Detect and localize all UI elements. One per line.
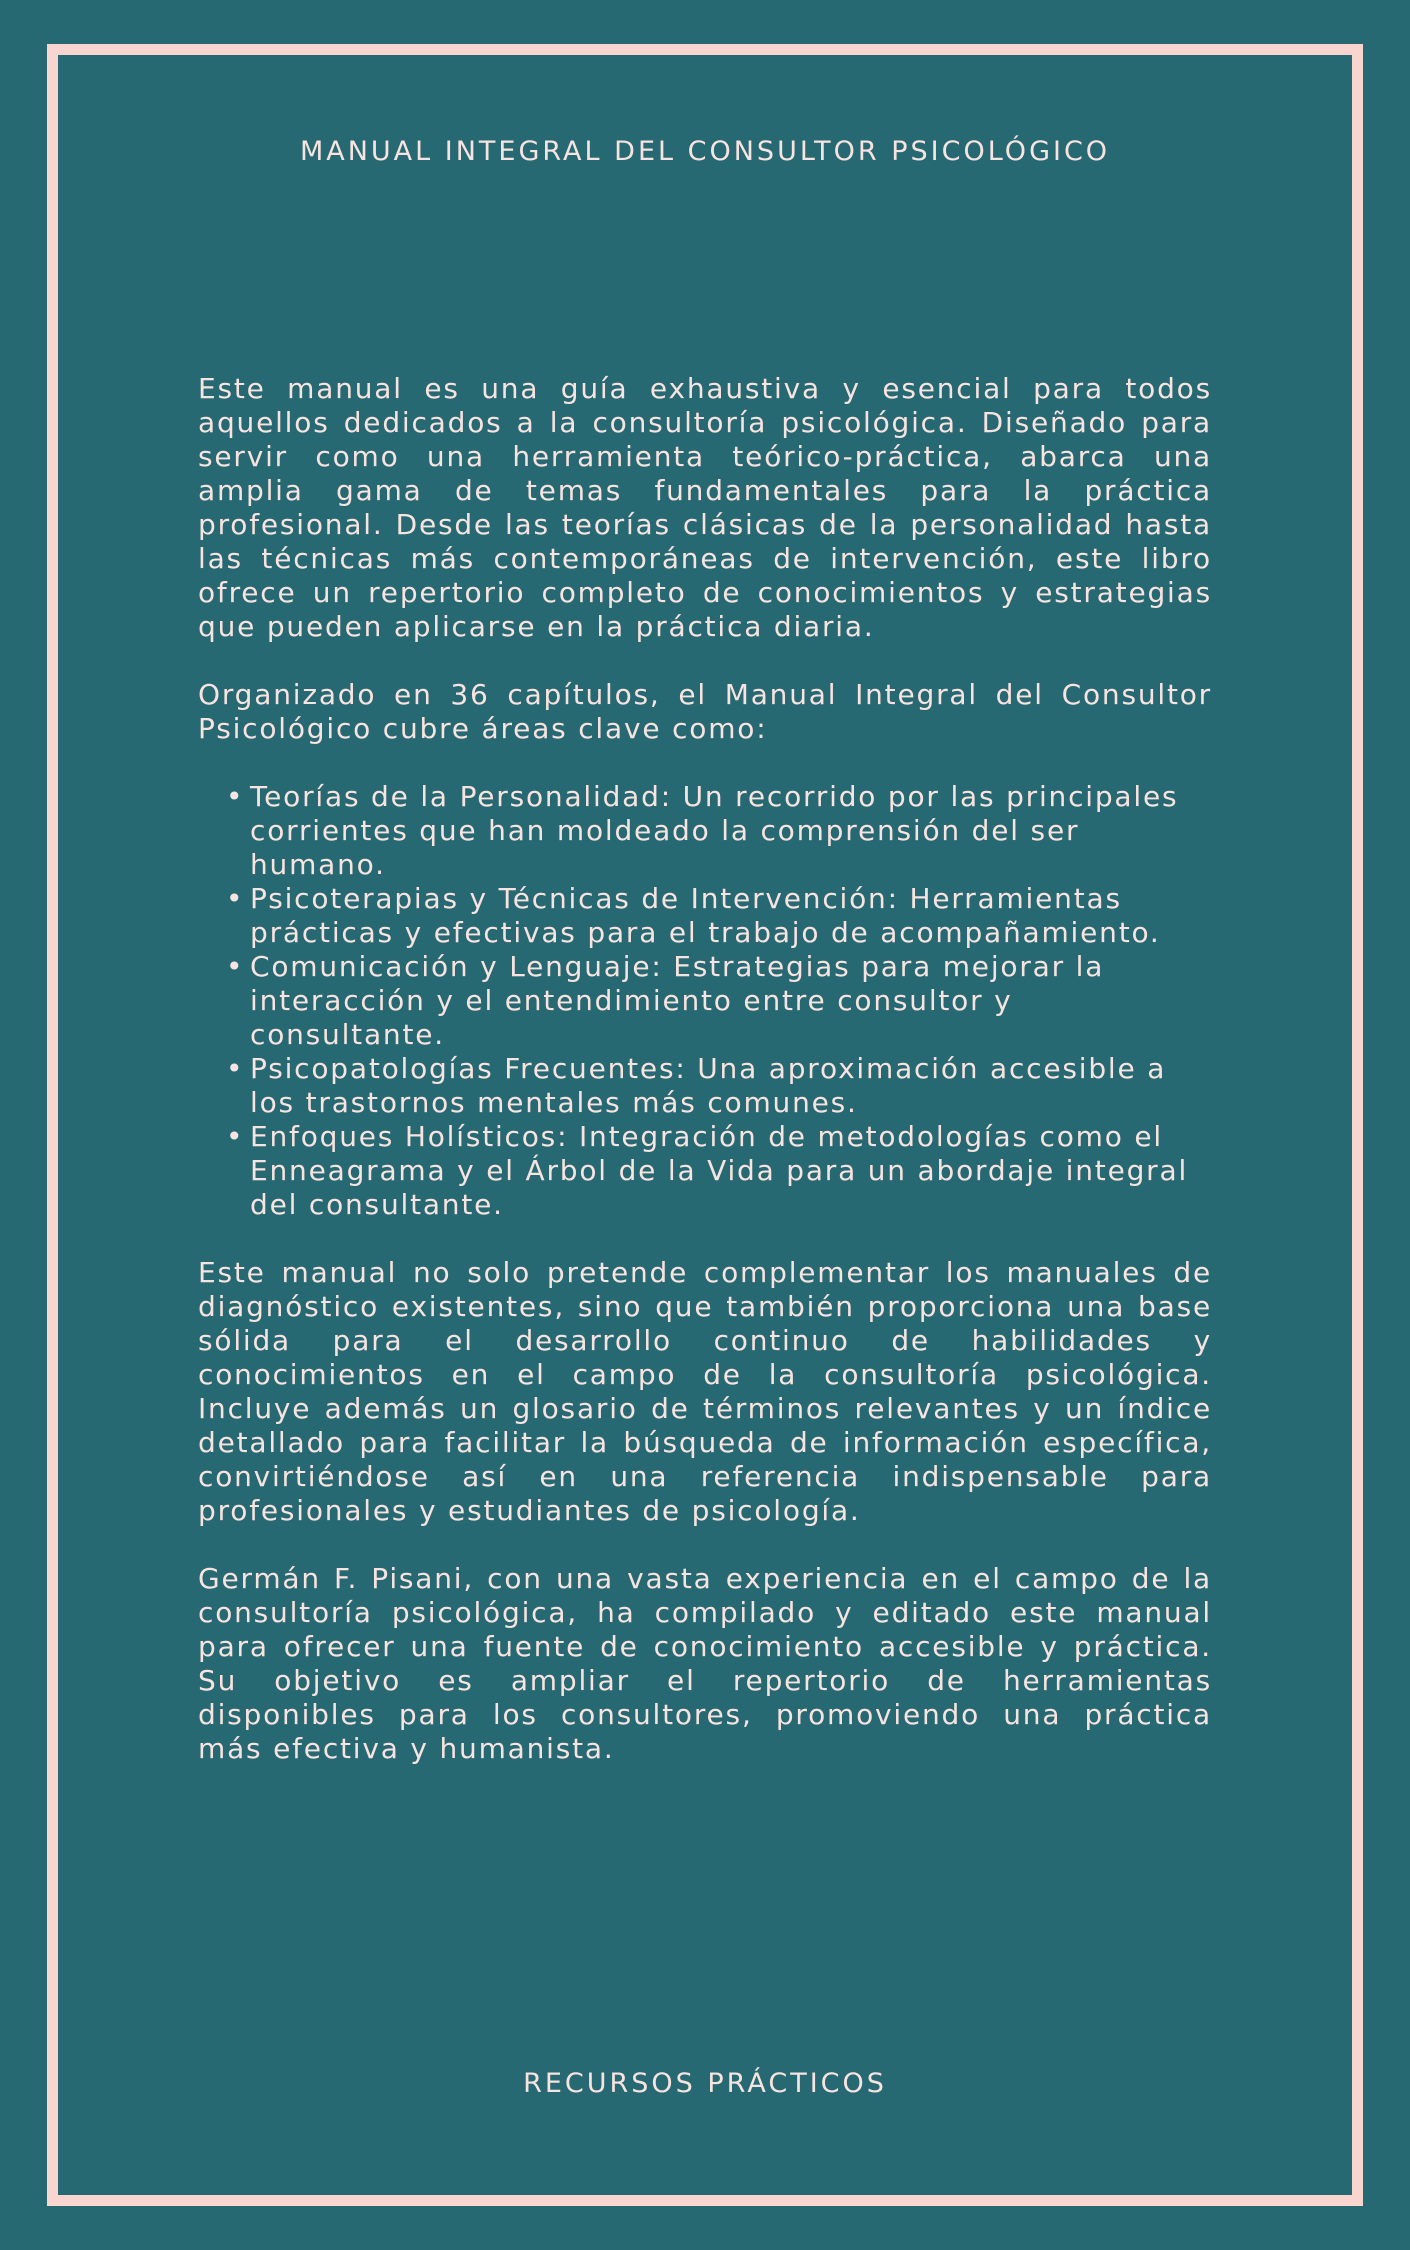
bullet-icon: • (226, 882, 245, 915)
series-label: RECURSOS PRÁCTICOS (523, 2068, 887, 2099)
key-areas-list (198, 780, 1212, 1222)
back-cover-description (198, 372, 1212, 1800)
list-item-text: Enfoques Holísticos: Integración de metodologías como el Enneagrama y el Árbol de la Vida para un abordaje integral del consultante. (250, 1120, 1189, 1221)
list-item-text: Comunicación y Lenguaje: Estrategias para mejorar la interacción y el entendimiento entre consultor y consultante. (250, 950, 1105, 1051)
list-item-text: Teorías de la Personalidad: Un recorrido por las principales corrientes que han moldeado la comprensión del ser humano. (250, 780, 1179, 881)
complement-paragraph: Este manual no solo pretende complementar los manuales de diagnóstico existentes, sino que también proporciona una base sólida para el desarrollo continuo de habilidades y conocimientos en el campo de la consultoría psicológica. Incluye además un glosario de términos relevantes y un índice detallado para facilitar la búsqueda de información específica, convirtiéndose así en una referencia indispensable para profesionales y estudiantes de psicología. (198, 1256, 1212, 1527)
bullet-icon: • (226, 1120, 245, 1153)
list-item-text: Psicopatologías Frecuentes: Una aproximación accesible a los trastornos mentales más comunes. (250, 1052, 1167, 1119)
list-item (226, 780, 1212, 882)
book-title: MANUAL INTEGRAL DEL CONSULTOR PSICOLÓGICO (299, 136, 1111, 167)
list-item-text: Psicoterapias y Técnicas de Intervención: Herramientas prácticas y efectivas para el trabajo de acompañamiento. (250, 882, 1161, 949)
bullet-icon: • (226, 950, 245, 983)
bullet-icon: • (226, 780, 245, 813)
organization-paragraph: Organizado en 36 capítulos, el Manual Integral del Consultor Psicológico cubre áreas clave como: (198, 678, 1212, 745)
list-item (226, 882, 1212, 950)
bullet-icon: • (226, 1052, 245, 1085)
list-item (226, 1120, 1212, 1222)
list-item (226, 1052, 1212, 1120)
intro-paragraph: Este manual es una guía exhaustiva y esencial para todos aquellos dedicados a la consultoría psicológica. Diseñado para servir como una herramienta teórico-práctica, abarca una amplia gama de temas fundamentales para la práctica profesional. Desde las teorías clásicas de la personalidad hasta las técnicas más contemporáneas de intervención, este libro ofrece un repertorio completo de conocimientos y estrategias que pueden aplicarse en la práctica diaria. (198, 372, 1212, 643)
list-item (226, 950, 1212, 1052)
author-paragraph: Germán F. Pisani, con una vasta experiencia en el campo de la consultoría psicológica, ha compilado y editado este manual para ofrecer una fuente de conocimiento accesible y práctica. Su objetivo es ampliar el repertorio de herramientas disponibles para los consultores, promoviendo una práctica más efectiva y humanista. (198, 1562, 1212, 1765)
